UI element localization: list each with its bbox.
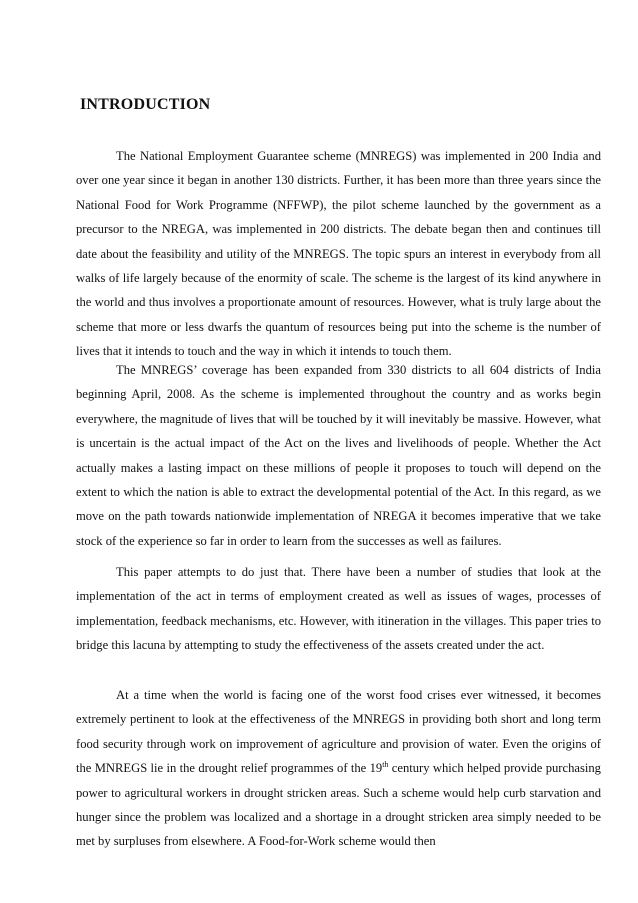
- paragraph-food-security: [76, 683, 601, 854]
- paragraph-coverage-expansion: The MNREGS’ coverage has been expanded from 330 districts to all 604 districts of India beginning April, 2008. As the scheme is implemented throughout the country and as works begin everywhere, the magnitude of lives that will be touched by it will inevitably be massive. However, what is uncertain is the actual impact of the Act on the lives and livelihoods of people. Whether the Act actually makes a lasting impact on these millions of people it proposes to touch will depend on the extent to which the nation is able to extract the developmental potential of the Act. In this regard, as we move on the path towards nationwide implementation of NREGA it becomes imperative that we take stock of the experience so far in order to learn from the successes as well as failures.: [76, 363, 601, 548]
- section-heading: INTRODUCTION: [80, 96, 211, 113]
- paragraph-paper-purpose: This paper attempts to do just that. There have been a number of studies that look at the implementation of the act in terms of employment created as well as issues of wages, processes of implementation, feedback mechanisms, etc. However, with itineration in the villages. This paper tries to bridge this lacuna by attempting to study the effectiveness of the assets created under the act.: [76, 565, 601, 653]
- paragraph-mnregs-overview: The National Employment Guarantee scheme (MNREGS) was implemented in 200 India and over one year since it began in another 130 districts. Further, it has been more than three years since the National Food for Work Programme (NFFWP), the pilot scheme launched by the government as a precursor to the NREGA, was implemented in 200 districts. The debate began then and continues till date about the feasibility and utility of the MNREGS. The topic spurs an interest in everybody from all walks of life largely because of the enormity of scale. The scheme is the largest of its kind anywhere in the world and thus involves a proportionate amount of resources. However, what is truly large about the scheme that more or less dwarfs the quantum of resources being put into the scheme is the number of lives that it intends to touch and the way in which it intends to touch them.: [76, 149, 601, 359]
- superscript-ordinal: th: [382, 760, 389, 770]
- paragraph-text-after-superscript: century which helped provide purchasing power to agricultural workers in drought stricken areas. Such a scheme would help curb starvation and hunger since the problem was localized and a shortage in a drought stricken area simply needed to be met by surpluses from elsewhere. A Food-for-Work scheme would then: [76, 761, 601, 849]
- paragraph-text-before-superscript: At a time when the world is facing one of the worst food crises ever witnessed, it becomes extremely pertinent to look at the effectiveness of the MNREGS in providing both short and long term food security through work on improvement of agriculture and provision of water. Even the origins of the MNREGS lie in the drought relief programmes of the 19: [76, 688, 601, 776]
